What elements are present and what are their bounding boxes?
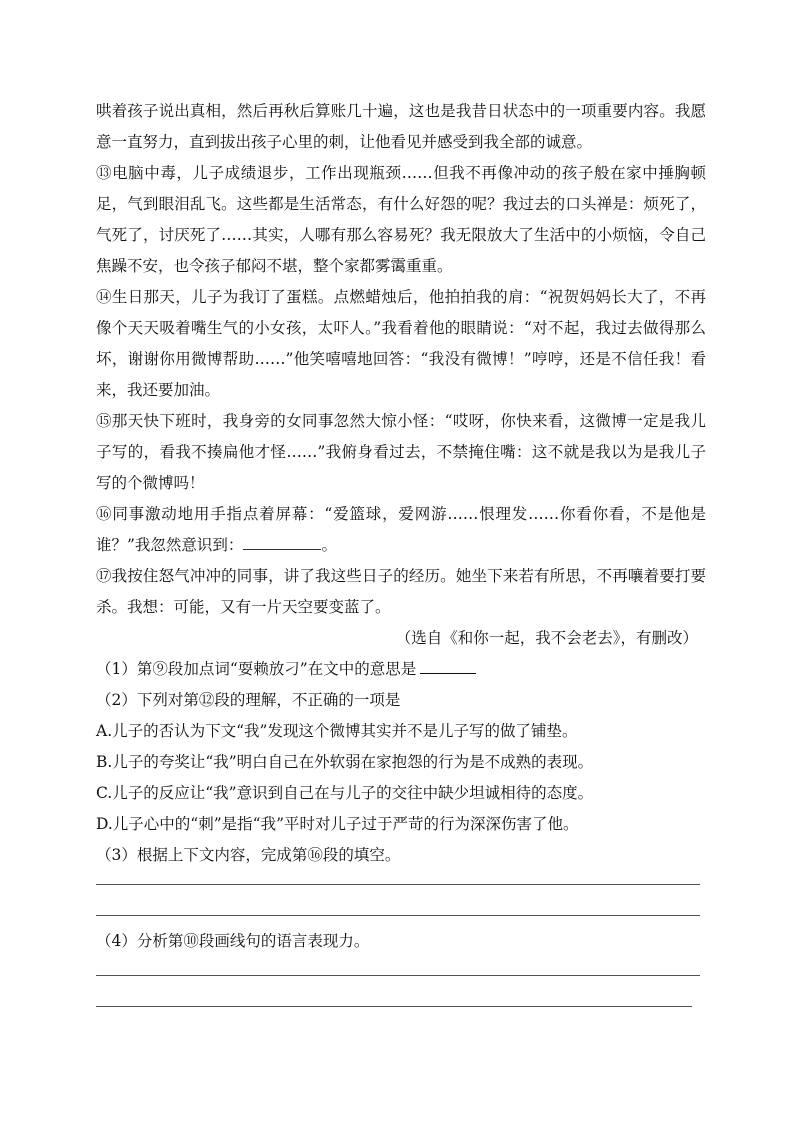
question-2: （2）下列对第⑫段的理解，不正确的一项是 [96, 691, 401, 709]
paragraph-16-end: 。 [321, 536, 337, 554]
question-2-option-c[interactable]: C.儿子的反应让“我”意识到自己在与儿子的交往中缺少坦诚相待的态度。 [96, 784, 594, 802]
paragraph-16-blank[interactable] [243, 533, 321, 550]
question-1-answer-blank[interactable] [420, 659, 476, 674]
question-4-answer-line-1[interactable] [96, 974, 700, 976]
question-3-answer-line-1[interactable] [96, 883, 700, 885]
question-3: （3）根据上下文内容，完成第⑯段的填空。 [96, 846, 401, 864]
question-4: （4）分析第⑩段画线句的语言表现力。 [96, 932, 370, 950]
reading-passage [96, 96, 706, 871]
question-2-option-d[interactable]: D.儿子心中的“刺”是指“我”平时对儿子过于严苛的行为深深伤害了他。 [96, 815, 579, 833]
paragraph-15: ⑮那天快下班时，我身旁的女同事忽然大惊小怪：“哎呀，你快来看，这微博一定是我儿子写的，看我不揍扁他才怪……”我俯身看过去，不禁掩住嘴：这不就是我以为是我儿子写的个微博吗！ [96, 412, 706, 492]
paragraph-17: ⑰我按住怒气冲冲的同事，讲了我这些日子的经历。她坐下来若有所思，不再嚷着要打要杀。我想：可能，又有一片天空要变蓝了。 [96, 567, 706, 616]
question-2-option-a[interactable]: A.儿子的否认为下文“我”发现这个微博其实并不是儿子写的做了铺垫。 [96, 722, 578, 740]
paragraph-16 [96, 499, 706, 561]
paragraph-continued: 哄着孩子说出真相，然后再秋后算账几十遍，这也是我昔日状态中的一项重要内容。我愿意一直努力，直到拔出孩子心里的刺，让他看见并感受到我全部的诚意。 [96, 102, 706, 151]
source-citation: （选自《和你一起，我不会老去》，有删改） [395, 629, 698, 647]
paragraph-16-text: ⑯同事激动地用手指点着屏幕：“爱篮球，爱网游……恨理发……你看你看，不是他是谁？”我忽然意识到： [96, 505, 706, 554]
question-1-text: （1）第⑨段加点词“耍赖放刁”在文中的意思是 [96, 660, 417, 678]
question-2-option-b[interactable]: B.儿子的夸奖让“我”明白自己在外软弱在家抱怨的行为是不成熟的表现。 [96, 753, 594, 771]
paragraph-13: ⑬电脑中毒，儿子成绩退步，工作出现瓶颈……但我不再像冲动的孩子般在家中捶胸顿足，气到眼泪乱飞。这些都是生活常态，有什么好怨的呢？我过去的口头禅是：烦死了，气死了，讨厌死了……其实，人哪有那么容易死？我无限放大了生活中的小烦恼，令自己焦躁不安，也令孩子郁闷不堪，整个家都雾霭重重。 [96, 164, 706, 275]
question-4-answer-line-2[interactable] [96, 1005, 692, 1007]
question-1 [96, 654, 706, 685]
paragraph-14: ⑭生日那天，儿子为我订了蛋糕。点燃蜡烛后，他拍拍我的肩：“祝贺妈妈长大了，不再像个天天吸着嘴生气的小女孩，太吓人。”我看着他的眼睛说：“对不起，我过去做得那么坏，谢谢你用微博帮助……”他笑嘻嘻地回答：“我没有微博！”哼哼，还是不信任我！看来，我还要加油。 [96, 288, 706, 399]
question-3-answer-line-2[interactable] [96, 914, 700, 916]
